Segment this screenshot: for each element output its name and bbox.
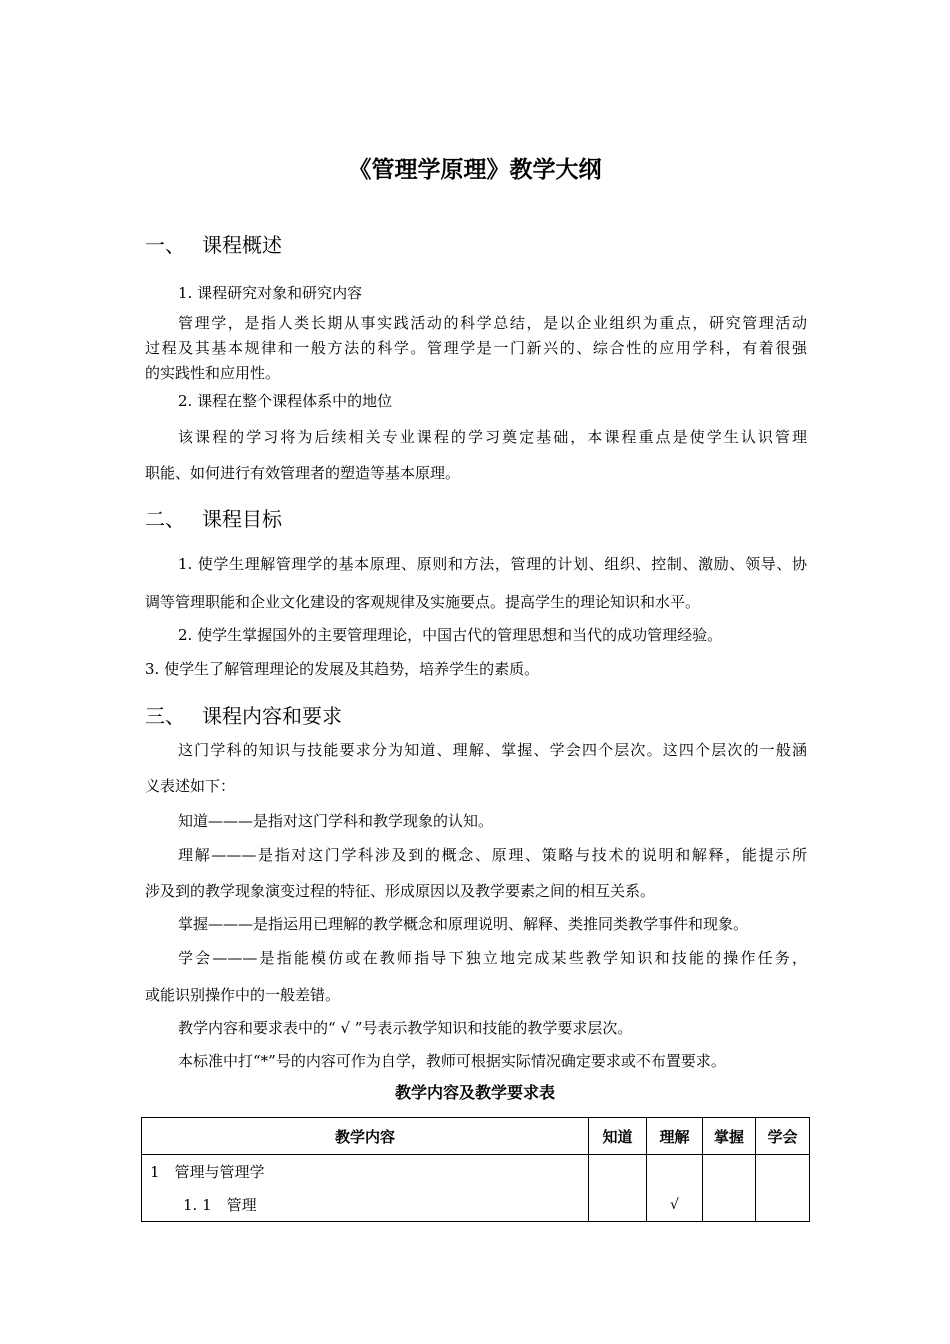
header-learn: 学会	[756, 1118, 810, 1155]
paragraph-line: 的实践性和应用性。	[145, 364, 281, 382]
subheading: 2. 课程在整个课程体系中的地位	[178, 392, 393, 410]
mark-cell	[703, 1188, 756, 1222]
table-row	[142, 1188, 810, 1222]
paragraph-line: 过程及其基本规律和一般方法的科学。管理学是一门新兴的、综合性的应用学科，有着很强	[145, 339, 807, 357]
section-heading-2	[145, 504, 825, 534]
paragraph-line: 该课程的学习将为后续相关专业课程的学习奠定基础，本课程重点是使学生认识管理	[178, 428, 807, 446]
paragraph-line: 教学内容和要求表中的“ √ ”号表示教学知识和技能的教学要求层次。	[178, 1019, 633, 1037]
mark-cell	[647, 1155, 703, 1189]
section-heading-3	[145, 701, 825, 731]
mark-cell: √	[647, 1188, 703, 1222]
subheading: 1. 课程研究对象和研究内容	[178, 284, 363, 302]
header-content: 教学内容	[142, 1118, 589, 1155]
definition-line: 理解———是指对这门学科涉及到的概念、原理、策略与技术的说明和解释，能提示所	[178, 846, 807, 864]
paragraph-line: 职能、如何进行有效管理者的塑造等基本原理。	[145, 464, 461, 482]
paragraph-line: 1. 使学生理解管理学的基本原理、原则和方法，管理的计划、组织、控制、激励、领导、协	[178, 555, 807, 573]
mark-cell	[703, 1155, 756, 1189]
definition-line: 掌握———是指运用已理解的教学概念和原理说明、解释、类推同类教学事件和现象。	[178, 915, 749, 933]
table-caption: 教学内容及教学要求表	[394, 1083, 555, 1102]
mark-cell	[589, 1188, 647, 1222]
page-title: 《管理学原理》教学大纲	[348, 157, 602, 183]
paragraph-line: 2. 使学生掌握国外的主要管理理论，中国古代的管理思想和当代的成功管理经验。	[178, 626, 723, 644]
header-know: 知道	[589, 1118, 647, 1155]
paragraph-line: 涉及到的教学现象演变过程的特征、形成原因以及教学要素之间的相互关系。	[145, 882, 656, 900]
paragraph-line: 调等管理职能和企业文化建设的客观规律及实施要点。提高学生的理论知识和水平。	[145, 593, 701, 611]
paragraph-line: 本标准中打“*”号的内容可作为自学，教师可根据实际情况确定要求或不布置要求。	[178, 1052, 726, 1070]
paragraph-line: 这门学科的知识与技能要求分为知道、理解、掌握、学会四个层次。这四个层次的一般涵	[178, 741, 807, 759]
mark-cell	[589, 1155, 647, 1189]
section-title: 课程目标	[202, 507, 282, 531]
section-title: 课程内容和要求	[202, 704, 342, 728]
table-row	[142, 1155, 810, 1189]
section-title: 课程概述	[202, 233, 282, 257]
paragraph-line: 义表述如下：	[145, 777, 236, 795]
mark-cell	[756, 1155, 810, 1189]
paragraph-line: 或能识别操作中的一般差错。	[145, 986, 341, 1004]
paragraph-line: 管理学，是指人类长期从事实践活动的科学总结，是以企业组织为重点，研究管理活动	[178, 314, 807, 332]
definition-line: 学会———是指能模仿或在教师指导下独立地完成某些教学知识和技能的操作任务，	[178, 949, 807, 967]
paragraph-line: 3. 使学生了解管理理论的发展及其趋势，培养学生的素质。	[145, 660, 540, 678]
header-master: 掌握	[703, 1118, 756, 1155]
requirements-table	[141, 1117, 810, 1222]
section-heading-1	[145, 230, 825, 260]
section-number: 一、	[145, 233, 185, 257]
table-header-row	[142, 1118, 810, 1155]
mark-cell	[756, 1188, 810, 1222]
content-cell: 1. 1 管理	[142, 1188, 589, 1222]
section-number: 三、	[145, 704, 185, 728]
section-number: 二、	[145, 507, 185, 531]
definition-line: 知道———是指对这门学科和教学现象的认知。	[178, 812, 494, 830]
content-cell: 1 管理与管理学	[142, 1155, 589, 1189]
header-understand: 理解	[647, 1118, 703, 1155]
